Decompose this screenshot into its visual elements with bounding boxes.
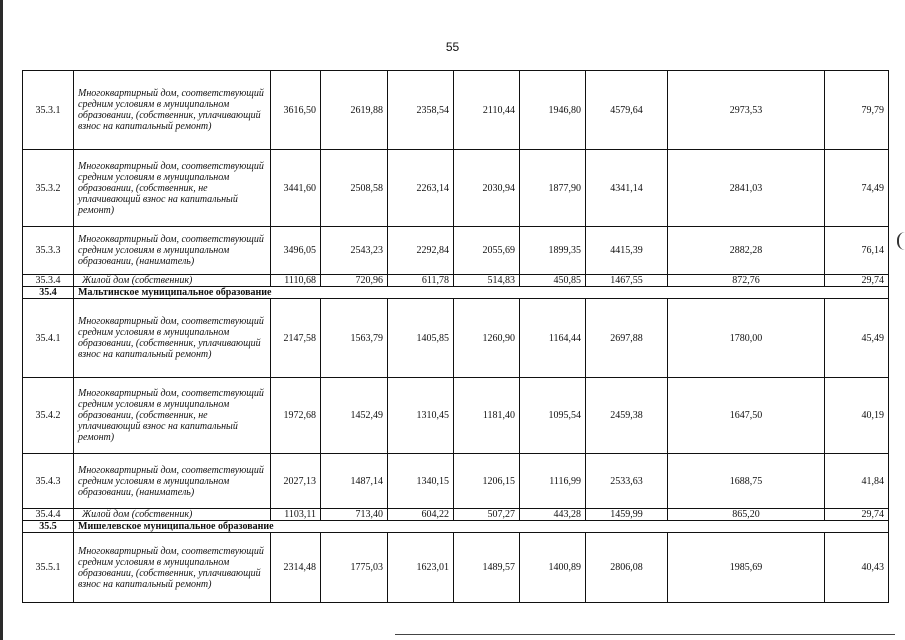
- value-cell: 872,76: [668, 275, 825, 287]
- value-cell: 2841,03: [668, 150, 825, 227]
- value-cell: 3496,05: [271, 227, 321, 275]
- table-row: [23, 227, 889, 275]
- row-description: Многоквартирный дом, соответствующий средним условиям в муниципальном образовании, (собственник, уплачивающий взнос на капитальный ремонт): [74, 71, 271, 150]
- value-cell: 40,43: [825, 533, 889, 603]
- row-description: Многоквартирный дом, соответствующий средним условиям в муниципальном образовании, (собственник, не уплачивающий взнос на капитальный ремонт): [74, 150, 271, 227]
- section-title: Мальтинское муниципальное образование: [74, 287, 889, 299]
- value-cell: 2508,58: [321, 150, 388, 227]
- value-cell: 865,20: [668, 509, 825, 521]
- value-cell: 2110,44: [454, 71, 520, 150]
- section-row: [23, 521, 889, 533]
- value-cell: 1181,40: [454, 378, 520, 454]
- table-row: [23, 378, 889, 454]
- value-cell: 507,27: [454, 509, 520, 521]
- value-cell: 3441,60: [271, 150, 321, 227]
- value-cell: 74,49: [825, 150, 889, 227]
- value-cell: 41,84: [825, 454, 889, 509]
- value-cell: 604,22: [388, 509, 454, 521]
- value-cell: 1110,68: [271, 275, 321, 287]
- value-cell: 1647,50: [668, 378, 825, 454]
- row-description: Жилой дом (собственник): [74, 509, 271, 521]
- value-cell: 3616,50: [271, 71, 321, 150]
- page-number: 55: [445, 40, 460, 54]
- row-code: 35.3.2: [23, 150, 74, 227]
- value-cell: 29,74: [825, 509, 889, 521]
- value-cell: 40,19: [825, 378, 889, 454]
- value-cell: 443,28: [520, 509, 586, 521]
- value-cell: 76,14: [825, 227, 889, 275]
- value-cell: 45,49: [825, 299, 889, 378]
- scan-edge: [0, 0, 3, 640]
- value-cell: 1972,68: [271, 378, 321, 454]
- value-cell: 1688,75: [668, 454, 825, 509]
- value-cell: 1563,79: [321, 299, 388, 378]
- row-code: 35.3.3: [23, 227, 74, 275]
- row-code: 35.3.1: [23, 71, 74, 150]
- value-cell: 1775,03: [321, 533, 388, 603]
- value-cell: 2055,69: [454, 227, 520, 275]
- row-code: 35.3.4: [23, 275, 74, 287]
- table-row: [23, 454, 889, 509]
- row-description: Жилой дом (собственник): [74, 275, 271, 287]
- row-code: 35.4.3: [23, 454, 74, 509]
- value-cell: 1164,44: [520, 299, 586, 378]
- value-cell: 1899,35: [520, 227, 586, 275]
- value-cell: 713,40: [321, 509, 388, 521]
- value-cell: 1400,89: [520, 533, 586, 603]
- tariff-table: [22, 70, 889, 603]
- value-cell: 514,83: [454, 275, 520, 287]
- table-row: [23, 299, 889, 378]
- scan-bracket-mark: [897, 232, 905, 250]
- value-cell: 2697,88: [586, 299, 668, 378]
- value-cell: 2882,28: [668, 227, 825, 275]
- value-cell: 720,96: [321, 275, 388, 287]
- value-cell: 1946,80: [520, 71, 586, 150]
- table-row: [23, 150, 889, 227]
- row-code: 35.4.2: [23, 378, 74, 454]
- value-cell: 79,79: [825, 71, 889, 150]
- value-cell: 1623,01: [388, 533, 454, 603]
- table-row: [23, 275, 889, 287]
- value-cell: 1459,99: [586, 509, 668, 521]
- value-cell: 29,74: [825, 275, 889, 287]
- value-cell: 2459,38: [586, 378, 668, 454]
- value-cell: 1340,15: [388, 454, 454, 509]
- table-row: [23, 509, 889, 521]
- section-row: [23, 287, 889, 299]
- table-row: [23, 71, 889, 150]
- section-title: Мишелевское муниципальное образование: [74, 521, 889, 533]
- value-cell: 2263,14: [388, 150, 454, 227]
- value-cell: 2806,08: [586, 533, 668, 603]
- value-cell: 2147,58: [271, 299, 321, 378]
- value-cell: 1310,45: [388, 378, 454, 454]
- value-cell: 1116,99: [520, 454, 586, 509]
- value-cell: 1103,11: [271, 509, 321, 521]
- value-cell: 611,78: [388, 275, 454, 287]
- bottom-rule: [395, 634, 895, 635]
- section-code: 35.4: [23, 287, 74, 299]
- value-cell: 1877,90: [520, 150, 586, 227]
- value-cell: 1467,55: [586, 275, 668, 287]
- value-cell: 2973,53: [668, 71, 825, 150]
- value-cell: 1487,14: [321, 454, 388, 509]
- value-cell: 1780,00: [668, 299, 825, 378]
- value-cell: 2619,88: [321, 71, 388, 150]
- value-cell: 2314,48: [271, 533, 321, 603]
- row-description: Многоквартирный дом, соответствующий средним условиям в муниципальном образовании, (собственник, не уплачивающий взнос на капитальный ремонт): [74, 378, 271, 454]
- row-description: Многоквартирный дом, соответствующий средним условиям в муниципальном образовании, (наниматель): [74, 454, 271, 509]
- row-code: 35.5.1: [23, 533, 74, 603]
- value-cell: 2030,94: [454, 150, 520, 227]
- row-code: 35.4.1: [23, 299, 74, 378]
- value-cell: 2533,63: [586, 454, 668, 509]
- value-cell: 2543,23: [321, 227, 388, 275]
- section-code: 35.5: [23, 521, 74, 533]
- value-cell: 4579,64: [586, 71, 668, 150]
- value-cell: 1405,85: [388, 299, 454, 378]
- row-code: 35.4.4: [23, 509, 74, 521]
- row-description: Многоквартирный дом, соответствующий средним условиям в муниципальном образовании, (собственник, уплачивающий взнос на капитальный ремонт): [74, 299, 271, 378]
- value-cell: 1095,54: [520, 378, 586, 454]
- value-cell: 1452,49: [321, 378, 388, 454]
- value-cell: 2292,84: [388, 227, 454, 275]
- value-cell: 4341,14: [586, 150, 668, 227]
- value-cell: 1260,90: [454, 299, 520, 378]
- row-description: Многоквартирный дом, соответствующий средним условиям в муниципальном образовании, (наниматель): [74, 227, 271, 275]
- table-body: [23, 71, 889, 603]
- row-description: Многоквартирный дом, соответствующий средним условиям в муниципальном образовании, (собственник, уплачивающий взнос на капитальный ремонт): [74, 533, 271, 603]
- value-cell: 1985,69: [668, 533, 825, 603]
- value-cell: 1206,15: [454, 454, 520, 509]
- value-cell: 2358,54: [388, 71, 454, 150]
- table-row: [23, 533, 889, 603]
- value-cell: 450,85: [520, 275, 586, 287]
- value-cell: 1489,57: [454, 533, 520, 603]
- value-cell: 2027,13: [271, 454, 321, 509]
- value-cell: 4415,39: [586, 227, 668, 275]
